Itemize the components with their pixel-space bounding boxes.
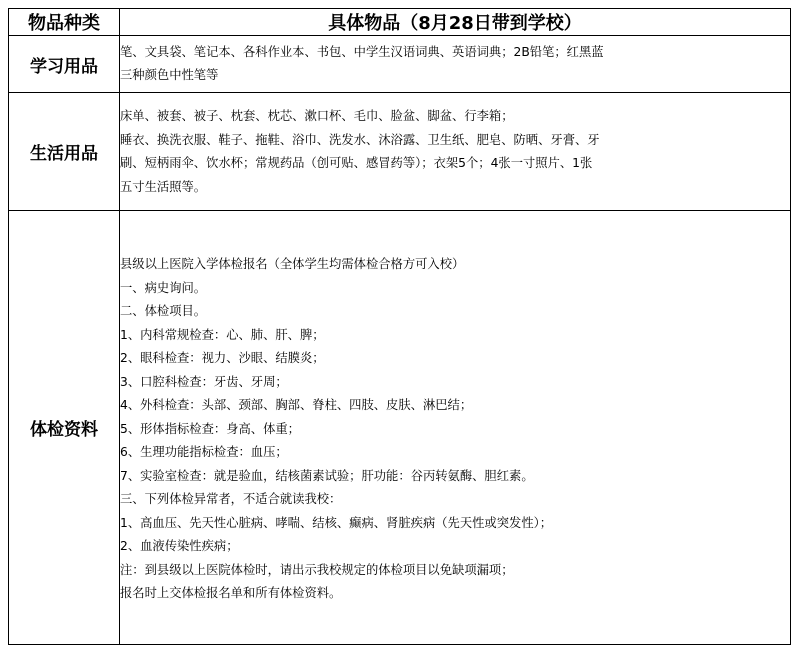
- supply-list-table: [8, 8, 791, 645]
- table-row-daily-supplies: [9, 93, 791, 211]
- item-line: 6、生理功能指标检查：血压；: [120, 445, 288, 460]
- item-line: 5、形体指标检查：身高、体重；: [120, 421, 300, 436]
- item-line: 三种颜色中性笔等: [120, 68, 219, 82]
- item-line: 2、血液传染性疾病；: [120, 539, 239, 554]
- table-row-study-supplies: [9, 36, 791, 93]
- items-cell: [120, 93, 791, 211]
- items-column-header: 具体物品（8月28日带到学校）: [120, 9, 791, 36]
- category-cell: 生活用品: [9, 93, 120, 211]
- item-line: 三、下列体检异常者，不适合就读我校：: [120, 492, 342, 507]
- item-line: 县级以上医院入学体检报名（全体学生均需体检合格方可入校）: [120, 257, 465, 272]
- header-row: [9, 9, 791, 36]
- category-cell: 学习用品: [9, 36, 120, 93]
- category-column-header: 物品种类: [9, 9, 120, 36]
- category-cell: 体检资料: [9, 211, 120, 645]
- item-line: 3、口腔科检查：牙齿、牙周；: [120, 374, 288, 389]
- item-line: 7、实验室检查：就是验血，结核菌素试验；肝功能：谷丙转氨酶、胆红素。: [120, 468, 534, 483]
- item-line: 1、内科常规检查：心、肺、肝、脾；: [120, 327, 325, 342]
- item-line: 五寸生活照等。: [120, 179, 207, 194]
- item-line: 二、体检项目。: [120, 304, 207, 319]
- item-line: 睡衣、换洗衣服、鞋子、拖鞋、浴巾、洗发水、沐浴露、卫生纸、肥皂、防晒、牙膏、牙: [120, 132, 600, 147]
- item-line: 笔、文具袋、笔记本、各科作业本、书包、中学生汉语词典、英语词典；2B铅笔；红黑蓝: [120, 44, 604, 59]
- item-line: 刷、短柄雨伞、饮水杯；常规药品（创可贴、感冒药等）；衣架5个；4张一寸照片、1张: [120, 156, 593, 170]
- item-line: 注：到县级以上医院体检时，请出示我校规定的体检项目以免缺项漏项；: [120, 562, 514, 577]
- item-line: 一、病史询问。: [120, 280, 207, 295]
- item-line: 1、高血压、先天性心脏病、哮喘、结核、癫病、肾脏疾病（先天性或突发性）；: [120, 515, 553, 530]
- items-cell: [120, 36, 791, 93]
- items-cell: [120, 211, 791, 645]
- table-row-medical-exam: [9, 211, 791, 645]
- item-line: 2、眼科检查：视力、沙眼、结膜炎；: [120, 351, 325, 366]
- item-line: 床单、被套、被子、枕套、枕芯、漱口杯、毛巾、脸盆、脚盆、行李箱；: [120, 109, 514, 123]
- item-line: 4、外科检查：头部、颈部、胸部、脊柱、四肢、皮肤、淋巴结；: [120, 398, 473, 413]
- item-line: 报名时上交体检报名单和所有体检资料。: [120, 586, 342, 601]
